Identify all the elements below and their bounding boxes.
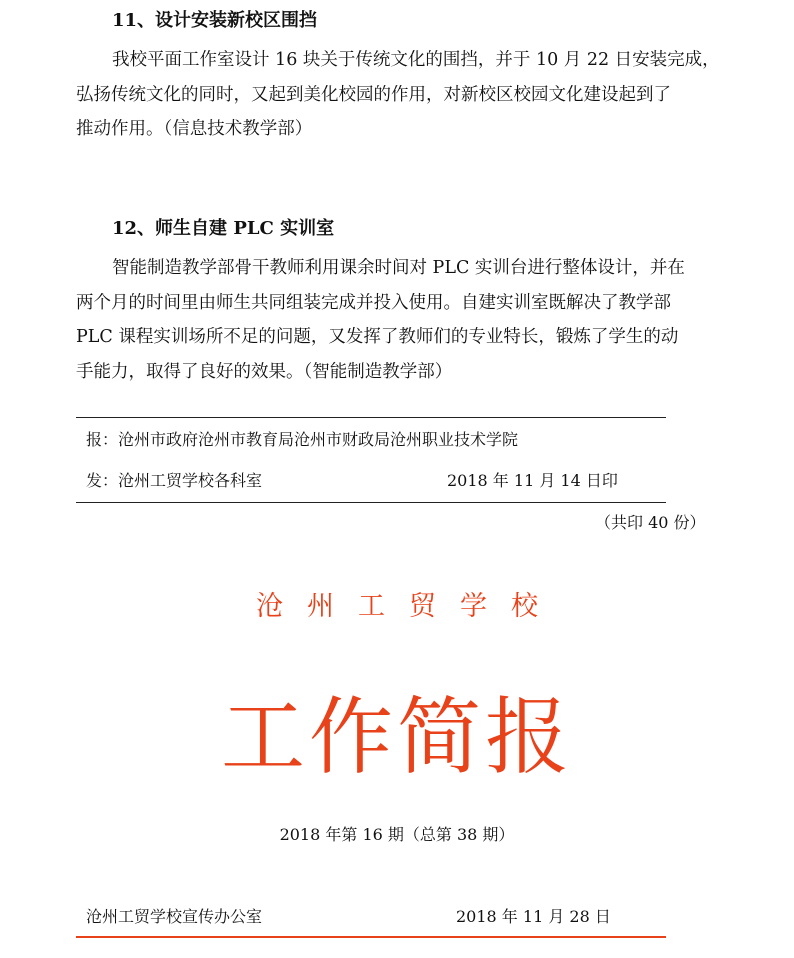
masthead-school-name: 沧州工贸学校 bbox=[256, 591, 562, 622]
publisher-office: 沧州工贸学校宣传办公室 bbox=[86, 907, 263, 926]
section-12-heading: 12、师生自建 PLC 实训室 bbox=[112, 218, 335, 239]
publish-date: 2018 年 11 月 28 日 bbox=[456, 907, 611, 926]
section-12-line-3: PLC 课程实训场所不足的问题，又发挥了教师们的专业特长，锻炼了学生的动 bbox=[76, 327, 679, 347]
section-11-line-2: 弘扬传统文化的同时，又起到美化校园的作用，对新校区校园文化建设起到了 bbox=[76, 84, 671, 105]
send-to-line: 发：沧州工贸学校各科室 bbox=[86, 471, 263, 490]
distribution-bottom-rule bbox=[76, 502, 666, 503]
section-11-heading: 11、设计安装新校区围挡 bbox=[112, 10, 318, 31]
issue-number: 2018 年第 16 期（总第 38 期） bbox=[279, 825, 515, 844]
section-12-body bbox=[76, 251, 720, 389]
section-11-line-3: 推动作用。（信息技术教学部） bbox=[76, 119, 313, 139]
masthead-title: 工作简报 bbox=[220, 688, 573, 786]
print-date: 2018 年 11 月 14 日印 bbox=[447, 471, 618, 490]
section-12-line-2: 两个月的时间里由师生共同组装完成并投入使用。自建实训室既解决了教学部 bbox=[76, 292, 671, 313]
masthead-red-rule bbox=[76, 936, 666, 938]
copies-count: （共印 40 份） bbox=[595, 513, 706, 532]
section-11-line-1: 我校平面工作室设计 16 块关于传统文化的围挡，并于 10 月 22 日安装完成， bbox=[112, 50, 720, 70]
section-11-body bbox=[76, 43, 720, 147]
section-12-line-1: 智能制造教学部骨干教师利用课余时间对 PLC 实训台进行整体设计，并在 bbox=[112, 258, 685, 278]
distribution-top-rule bbox=[76, 417, 666, 418]
section-12-line-4: 手能力，取得了良好的效果。（智能制造教学部） bbox=[76, 361, 453, 382]
report-to-line: 报：沧州市政府沧州市教育局沧州市财政局沧州职业技术学院 bbox=[86, 430, 519, 449]
